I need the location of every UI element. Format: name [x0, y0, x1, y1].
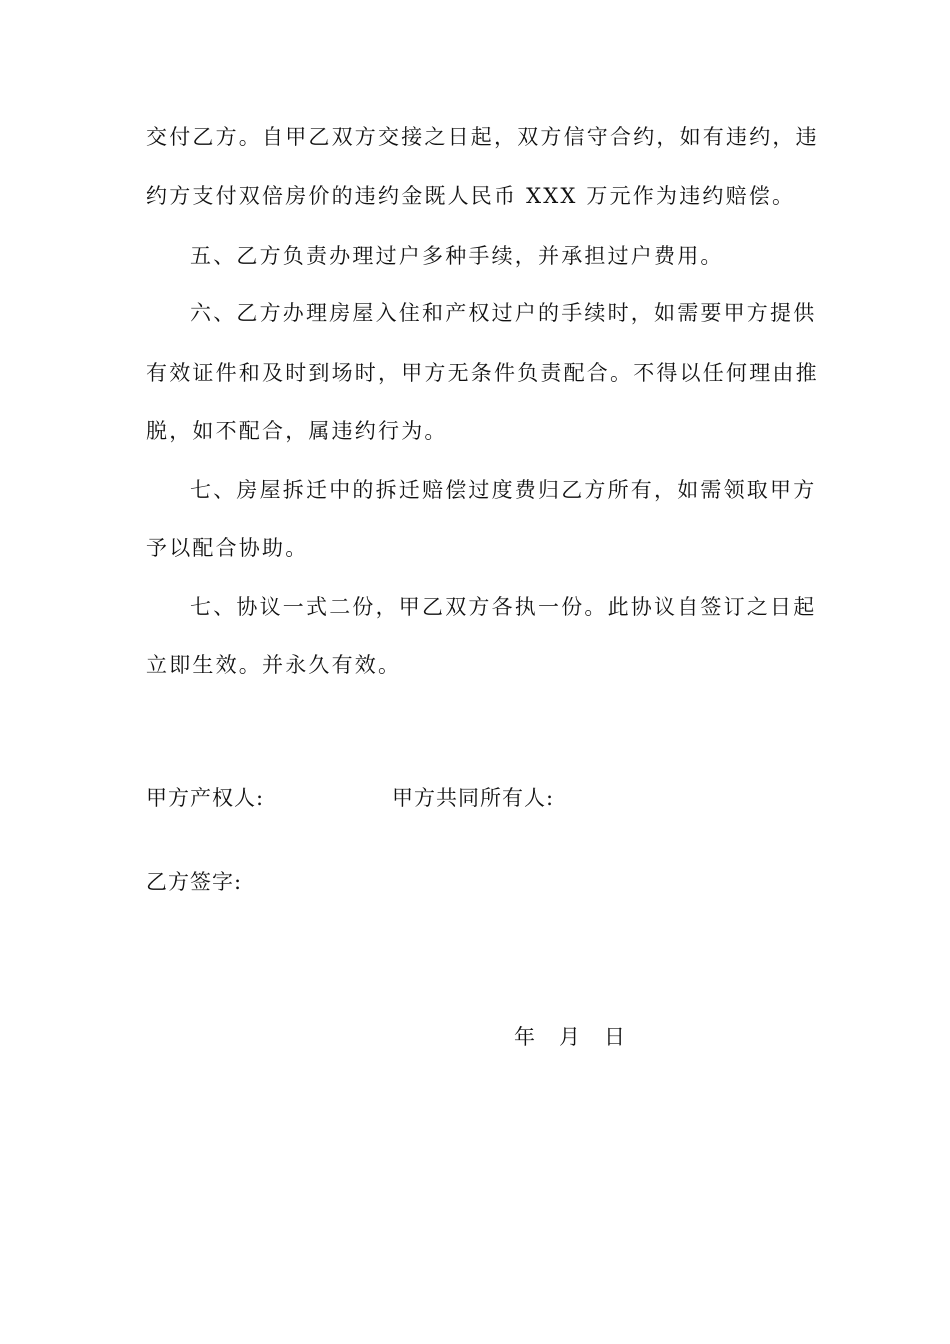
- party-b-signature-label: 乙方签字:: [146, 870, 243, 894]
- paragraph-line: 有效证件和及时到场时，甲方无条件负责配合。不得以任何理由推: [146, 361, 819, 385]
- paragraph-line: 交付乙方。自甲乙双方交接之日起，双方信守合约，如有违约，违: [146, 125, 819, 149]
- clause-five: 五、乙方负责办理过户多种手续，并承担过户费用。: [190, 244, 724, 268]
- date-year: 年: [514, 1025, 535, 1049]
- party-a-co-owner-signature-label: 甲方共同所有人:: [392, 786, 555, 810]
- party-a-owner-signature-label: 甲方产权人:: [146, 786, 265, 810]
- clause-seven-agreement: 七、协议一式二份，甲乙双方各执一份。此协议自签订之日起: [190, 595, 817, 619]
- clause-seven-demolition: 七、房屋拆迁中的拆迁赔偿过度费归乙方所有，如需领取甲方: [190, 478, 817, 502]
- date-month: 月: [559, 1025, 580, 1049]
- clause-six: 六、乙方办理房屋入住和产权过户的手续时，如需要甲方提供: [190, 301, 817, 325]
- paragraph-line: 立即生效。并永久有效。: [146, 653, 402, 677]
- date-day: 日: [604, 1025, 625, 1049]
- paragraph-line: 予以配合协助。: [146, 536, 309, 560]
- paragraph-line: 脱，如不配合，属违约行为。: [146, 419, 448, 443]
- signing-date: [514, 1022, 625, 1052]
- paragraph-line: 约方支付双倍房价的违约金既人民币 XXX 万元作为违约赔偿。: [146, 184, 796, 208]
